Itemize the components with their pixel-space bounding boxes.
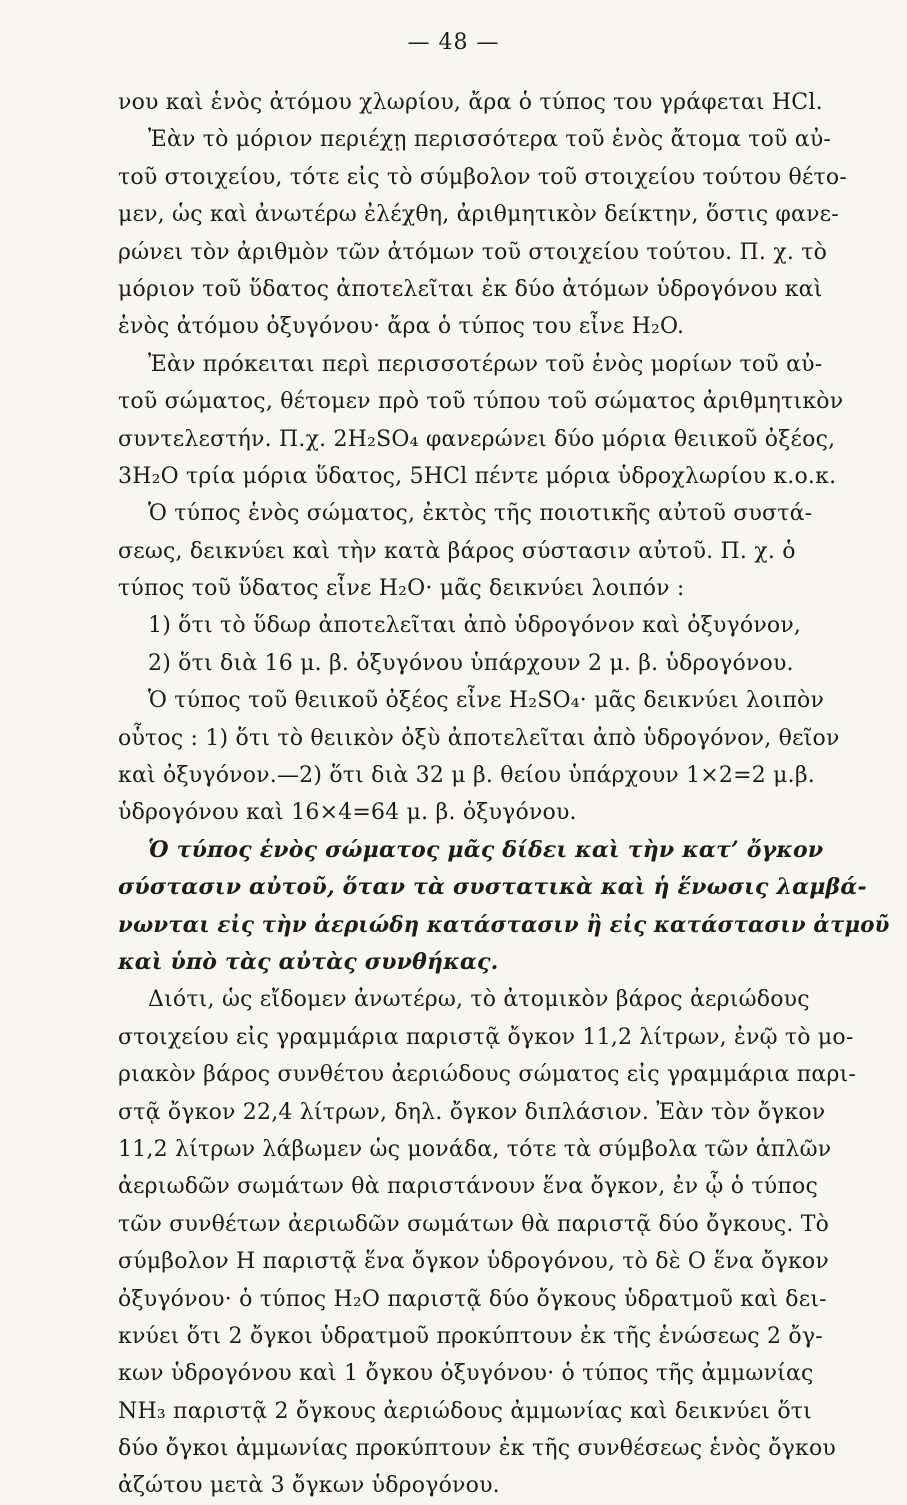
text-line: Ὁ τύπος ἑνὸς σώματος, ἐκτὸς τῆς ποιοτικῆς αὐτοῦ συστά- [148,501,813,527]
text-line: Διότι, ὡς εἴδομεν ἀνωτέρω, τὸ ἀτομικὸν βάρος ἀεριώδους [148,987,810,1013]
text-line: 1) ὅτι τὸ ὕδωρ ἀποτελεῖται ἀπὸ ὑδρογόνον καὶ ὀξυγόνον, [148,613,802,639]
page-number: — 48 — [407,30,500,55]
text-line: τῶν συνθέτων ἀεριωδῶν σωμάτων θὰ παριστᾷ δύο ὄγκους. Τὸ [118,1211,830,1237]
text-line: καὶ ὑπὸ τὰς αὐτὰς συνθήκας. [118,948,499,975]
text-line: NH₃ παριστᾷ 2 ὄγκους ἀεριώδους ἀμμωνίας καὶ δεικνύει ὅτι [118,1398,812,1424]
text-line: νωνται εἰς τὴν ἀεριώδη κατάστασιν ἢ εἰς κατάστασιν ἀτμοῦ [118,911,890,938]
text-line: δύο ὄγκοι ἀμμωνίας προκύπτουν ἐκ τῆς συνθέσεως ἑνὸς ὄγκου [118,1436,836,1462]
text-line: ὑδρογόνου καὶ 16×4=64 μ. β. ὀξυγόνου. [118,800,577,826]
text-line: ἑνὸς ἀτόμου ὀξυγόνου· ἄρα ὁ τύπος του εἶνε H₂O. [118,314,685,340]
text-line: μεν, ὡς καὶ ἀνωτέρω ἐλέχθη, ἀριθμητικὸν δείκτην, ὅστις φανε- [118,202,839,228]
text-line: μόριον τοῦ ὕδατος ἀποτελεῖται ἐκ δύο ἀτόμων ὑδρογόνου καὶ [118,276,823,302]
text-line: κνύει ὅτι 2 ὄγκοι ὑδρατμοῦ προκύπτουν ἐκ τῆς ἑνώσεως 2 ὄγ- [118,1323,823,1349]
text-line: κων ὑδρογόνου καὶ 1 ὄγκου ὀξυγόνου· ὁ τύπος τῆς ἀμμωνίας [118,1361,814,1387]
text-line: 11,2 λίτρων λάβωμεν ὡς μονάδα, τότε τὰ σύμβολα τῶν ἁπλῶν [118,1136,832,1162]
text-line: 2) ὅτι διὰ 16 μ. β. ὀξυγόνου ὑπάρχουν 2 μ. β. ὑδρογόνου. [148,650,794,676]
text-line: Ὁ τύπος τοῦ θειικοῦ ὀξέος εἶνε H₂SO₄· μᾶς δεικνύει λοιπὸν [148,688,825,714]
text-line: τύπος τοῦ ὕδατος εἶνε H₂O· μᾶς δεικνύει λοιπόν : [118,576,685,602]
text-line: Ὁ τύπος ἑνὸς σώματος μᾶς δίδει καὶ τὴν κατ’ ὄγκον [148,836,824,863]
text-line: ἀζώτου μετὰ 3 ὄγκων ὑδρογόνου. [118,1473,500,1499]
text-line: ὀξυγόνου· ὁ τύπος H₂O παριστᾷ δύο ὄγκους ὑδρατμοῦ καὶ δει- [118,1286,827,1312]
text-line: στοιχείου εἰς γραμμάρια παριστᾷ ὄγκον 11,2 λίτρων, ἐνῷ τὸ μο- [118,1024,854,1050]
text-line: νου καὶ ἑνὸς ἀτόμου χλωρίου, ἄρα ὁ τύπος του γράφεται HCl. [118,90,823,115]
text-line: ρώνει τὸν ἀριθμὸν τῶν ἀτόμων τοῦ στοιχείου τούτου. Π. χ. τὸ [118,239,828,265]
text-line: συντελεστήν. Π.χ. 2H₂SO₄ φανερώνει δύο μόρια θειικοῦ ὀξέος, [118,426,836,452]
text-line: 3H₂O τρία μόρια ὕδατος, 5HCl πέντε μόρια ὑδροχλωρίου κ.ο.κ. [118,463,837,489]
text-line: Ἐὰν τὸ μόριον περιέχῃ περισσότερα τοῦ ἑνὸς ἄτομα τοῦ αὐ- [148,127,832,153]
text-line: τοῦ στοιχείου, τότε εἰς τὸ σύμβολον τοῦ στοιχείου τούτου θέτο- [118,164,848,190]
body-text [118,84,890,1505]
text-line: στᾷ ὄγκον 22,4 λίτρων, δηλ. ὄγκον διπλάσιον. Ἐὰν τὸν ὄγκον [118,1099,826,1125]
text-line: καὶ ὀξυγόνον.—2) ὅτι διὰ 32 μ β. θείου ὑπάρχουν 1×2=2 μ.β. [118,763,815,789]
text-line: ριακὸν βάρος συνθέτου ἀεριώδους σώματος εἰς γραμμάρια παρι- [118,1062,857,1088]
text-line: τοῦ σώματος, θέτομεν πρὸ τοῦ τύπου τοῦ σώματος ἀριθμητικὸν [118,389,844,415]
text-line: ἀεριωδῶν σωμάτων θὰ παριστάνουν ἕνα ὄγκον, ἐν ᾧ ὁ τύπος [118,1174,818,1200]
text-line: σεως, δεικνύει καὶ τὴν κατὰ βάρος σύστασιν αὐτοῦ. Π. χ. ὁ [118,538,796,564]
text-line: σύστασιν αὐτοῦ, ὅταν τὰ συστατικὰ καὶ ἡ ἕνωσις λαμβά- [118,874,867,901]
text-line: Ἐὰν πρόκειται περὶ περισσοτέρων τοῦ ἑνὸς μορίων τοῦ αὐ- [148,351,823,377]
text-line: οὗτος : 1) ὅτι τὸ θειικὸν ὀξὺ ἀποτελεῖται ἀπὸ ὑδρογόνον, θεῖον [118,725,840,751]
text-line: σύμβολον H παριστᾷ ἕνα ὄγκον ὑδρογόνου, τὸ δὲ O ἕνα ὄγκον [118,1249,829,1275]
